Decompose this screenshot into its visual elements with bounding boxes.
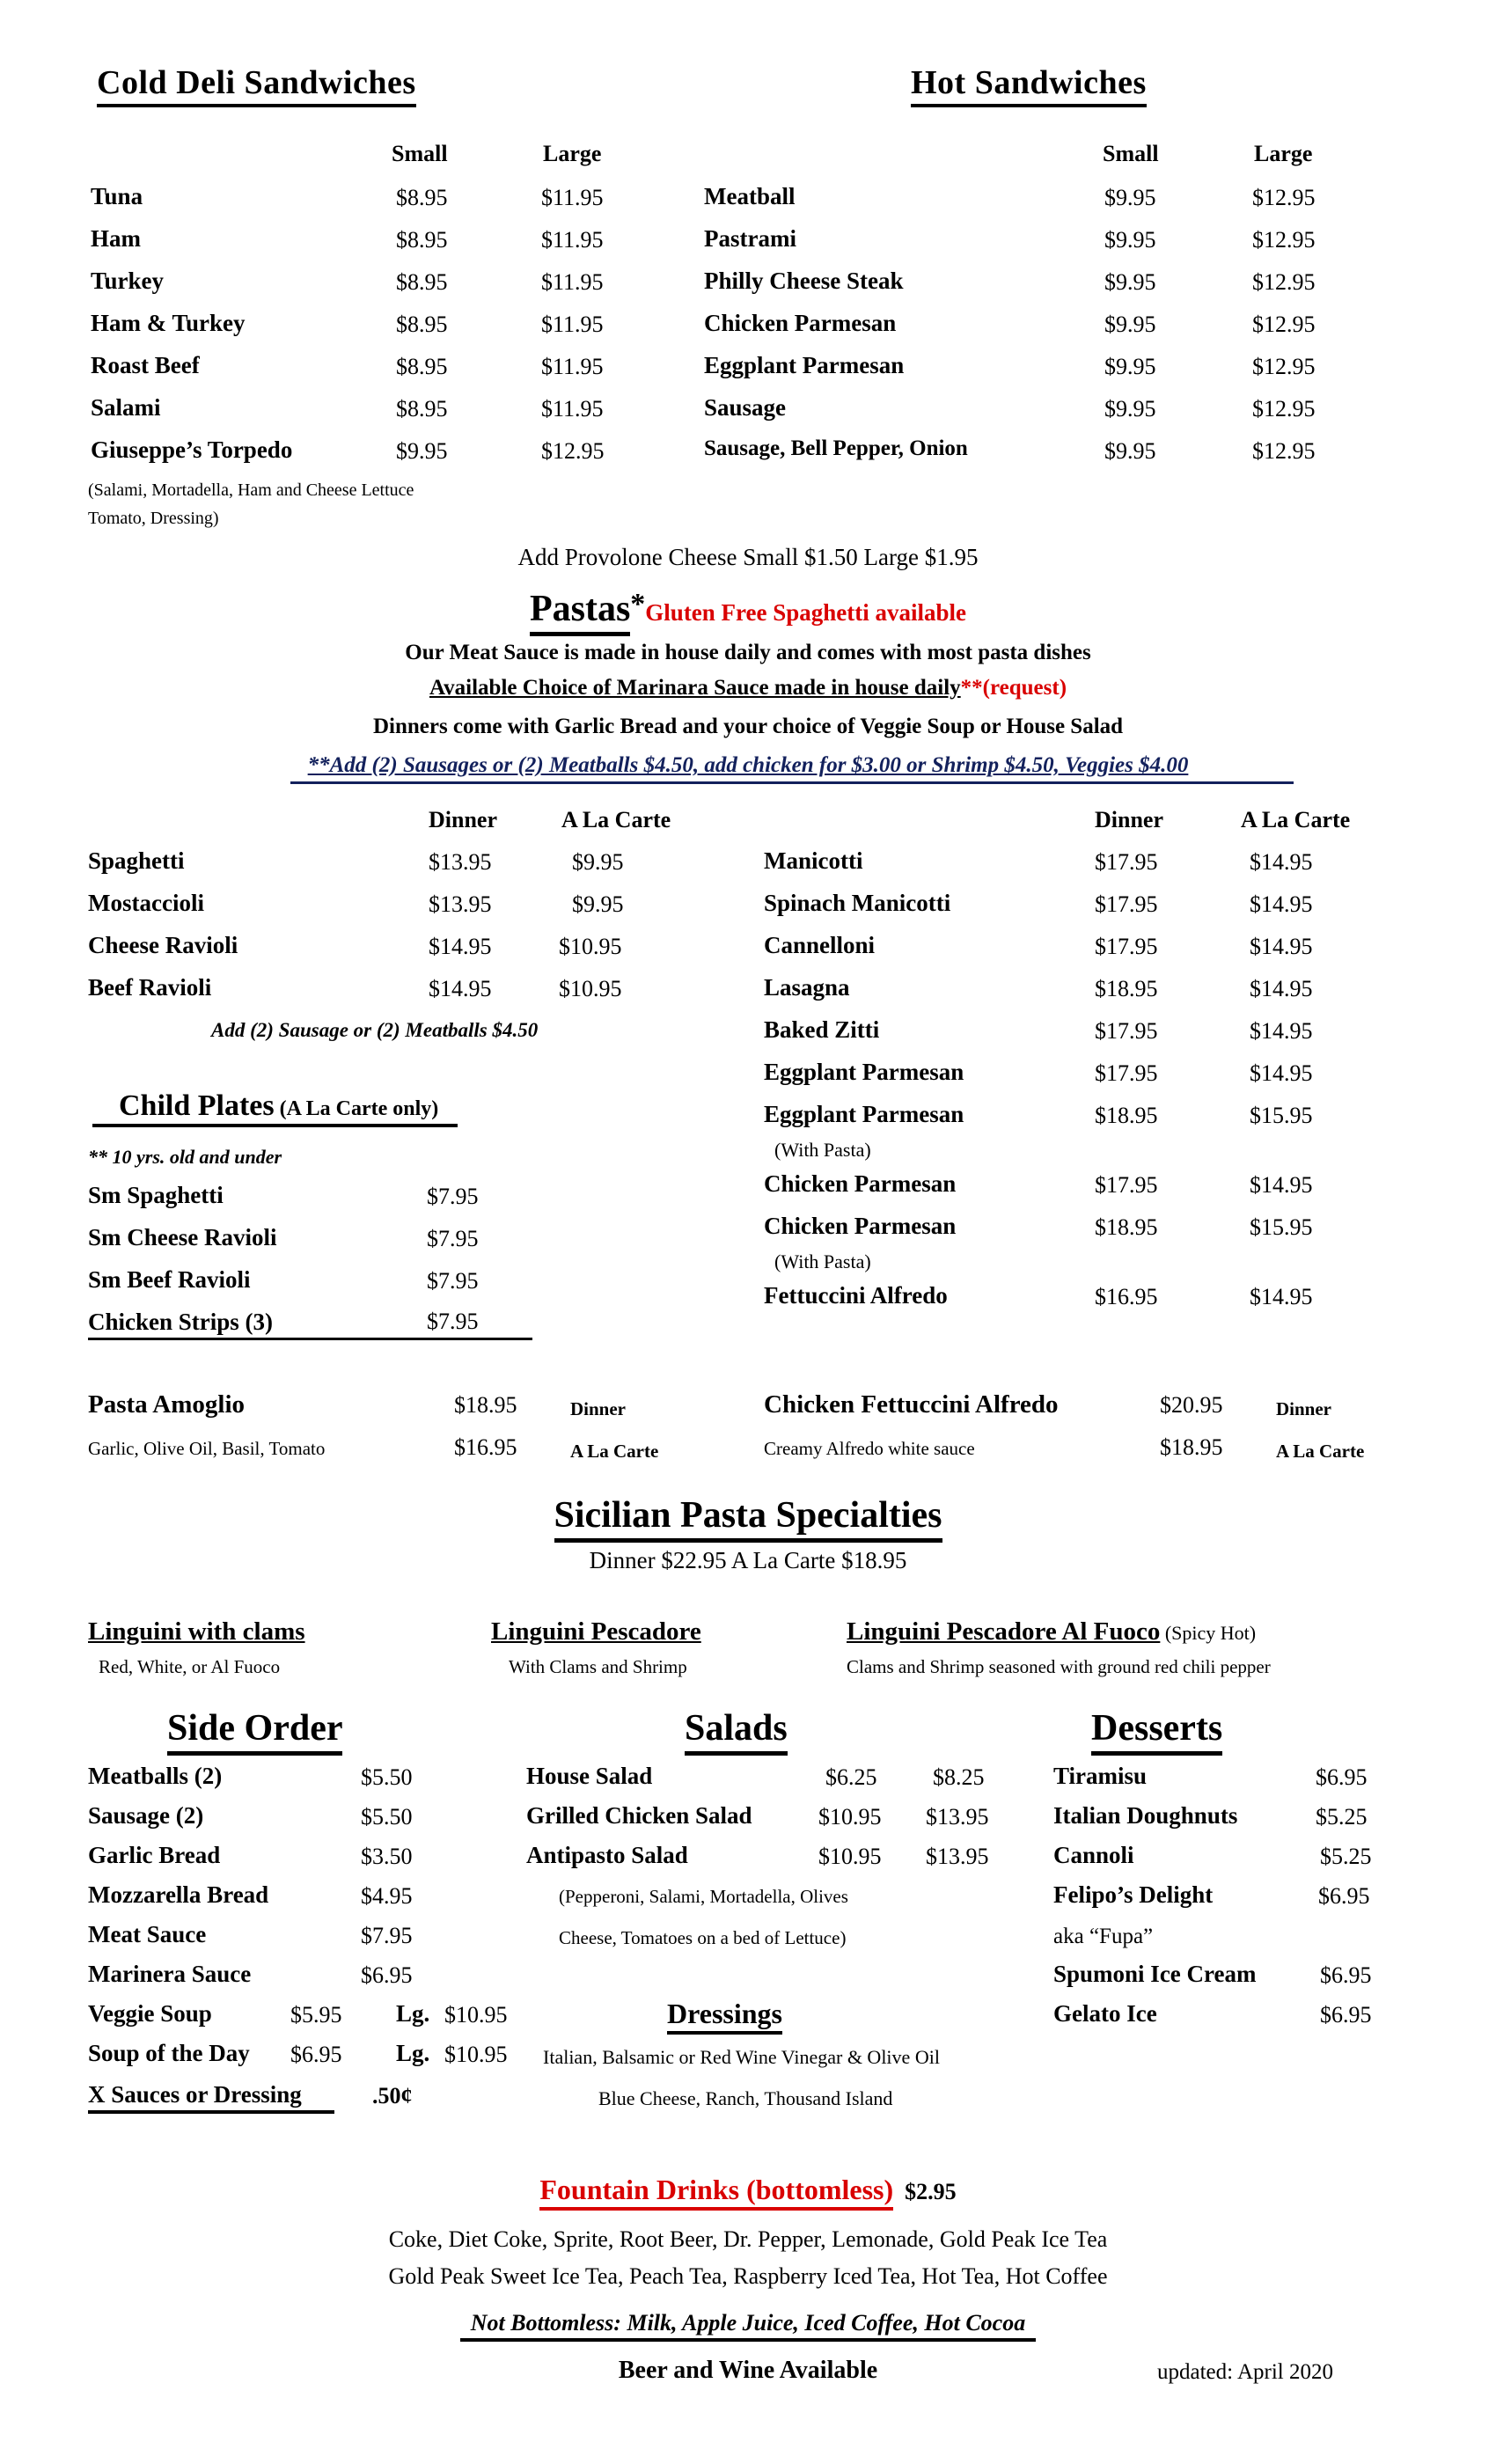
soup-lg-label: Lg. bbox=[396, 2000, 430, 2027]
menu-item-name: Beef Ravioli bbox=[88, 974, 212, 1001]
soup-name: Veggie Soup bbox=[88, 2000, 212, 2027]
menu-item-price: $5.25 bbox=[1316, 1804, 1368, 1830]
menu-item-subnote: aka “Fupa” bbox=[1053, 1925, 1154, 1948]
menu-item-price-alacarte: $14.95 bbox=[1250, 1060, 1313, 1086]
menu-item-price: $6.95 bbox=[1320, 2002, 1372, 2028]
menu-item-price-alacarte: $9.95 bbox=[572, 849, 624, 875]
menu-item-name: Eggplant Parmesan bbox=[764, 1059, 964, 1085]
sicilian-item-suffix: (Spicy Hot) bbox=[1164, 1622, 1257, 1644]
menu-item-name: Pastrami bbox=[704, 225, 796, 252]
menu-item-price-dinner: $17.95 bbox=[1095, 934, 1158, 959]
antipasto-note-line2: Cheese, Tomatoes on a bed of Lettuce) bbox=[559, 1927, 847, 1948]
menu-item-name: Sausage (2) bbox=[88, 1802, 204, 1829]
menu-item-price-2: $13.95 bbox=[926, 1804, 989, 1830]
dressings-title: Dressings bbox=[667, 1998, 782, 2035]
hot-sandwiches-title: Hot Sandwiches bbox=[911, 63, 1147, 107]
menu-item-price-large: $12.95 bbox=[1252, 438, 1316, 464]
menu-item-name: Chicken Parmesan bbox=[764, 1213, 957, 1239]
menu-item-name: Meatballs (2) bbox=[88, 1763, 223, 1789]
marinara-request-note: **(request) bbox=[960, 676, 1067, 700]
pasta-amoglio-desc: Garlic, Olive Oil, Basil, Tomato bbox=[88, 1438, 326, 1459]
soup-lg-label: Lg. bbox=[396, 2040, 430, 2066]
menu-item-name: Turkey bbox=[91, 268, 165, 294]
menu-item-price-dinner: $18.95 bbox=[1095, 976, 1158, 1001]
menu-item-price-dinner: $17.95 bbox=[1095, 891, 1158, 917]
menu-item-price-large: $12.95 bbox=[1252, 227, 1316, 253]
extra-sauce-name: X Sauces or Dressing bbox=[88, 2081, 302, 2108]
pasta-amoglio-alacarte-label: A La Carte bbox=[570, 1441, 659, 1462]
soup-lg-price: $10.95 bbox=[444, 2042, 508, 2067]
menu-item-subnote: (With Pasta) bbox=[774, 1139, 871, 1161]
menu-item-name: Chicken Strips (3) bbox=[88, 1309, 274, 1335]
menu-item-price-small: $9.95 bbox=[1104, 312, 1156, 337]
menu-item-name: Antipasto Salad bbox=[526, 1842, 688, 1868]
cold-deli-heading bbox=[97, 63, 416, 107]
menu-item-name: Garlic Bread bbox=[88, 1842, 221, 1868]
menu-item-price-dinner: $18.95 bbox=[1095, 1103, 1158, 1128]
menu-item-name: Sausage bbox=[704, 394, 787, 421]
pastas-heading-row bbox=[0, 588, 1496, 636]
menu-item-price-dinner: $18.95 bbox=[1095, 1214, 1158, 1240]
menu-item-name: Roast Beef bbox=[91, 352, 200, 378]
menu-item-price-small: $8.95 bbox=[396, 312, 448, 337]
menu-item-name: Mozzarella Bread bbox=[88, 1881, 269, 1908]
torpedo-note-line1: (Salami, Mortadella, Ham and Cheese Lettuce bbox=[88, 480, 414, 500]
gluten-free-note: Gluten Free Spaghetti available bbox=[645, 599, 967, 626]
menu-item-price: $4.95 bbox=[361, 1883, 413, 1909]
extra-sauce-row bbox=[88, 2081, 334, 2114]
sicilian-item bbox=[847, 1617, 1256, 1646]
sicilian-heading bbox=[0, 1494, 1496, 1543]
not-bottomless-row bbox=[0, 2310, 1496, 2342]
menu-item-name: Chicken Parmesan bbox=[704, 310, 897, 336]
menu-item-price-dinner: $14.95 bbox=[429, 976, 492, 1001]
menu-item-name: Spaghetti bbox=[88, 847, 185, 874]
menu-item-price: $7.95 bbox=[361, 1923, 413, 1948]
sicilian-item-desc: Clams and Shrimp seasoned with ground red chili pepper bbox=[847, 1656, 1271, 1677]
menu-item-price-dinner: $13.95 bbox=[429, 891, 492, 917]
drinks-heading-row bbox=[0, 2174, 1496, 2211]
menu-item-name: Grilled Chicken Salad bbox=[526, 1802, 752, 1829]
fountain-drinks-price: $2.95 bbox=[905, 2179, 957, 2204]
menu-item-price-large: $11.95 bbox=[541, 354, 604, 379]
menu-item-price-large: $11.95 bbox=[541, 396, 604, 422]
cold-deli-title: Cold Deli Sandwiches bbox=[97, 63, 416, 107]
menu-item-name: Philly Cheese Steak bbox=[704, 268, 904, 294]
sicilian-item-name: Linguini with clams bbox=[88, 1617, 305, 1646]
menu-item-name: Meatball bbox=[704, 183, 796, 209]
menu-item-price-small: $9.95 bbox=[396, 438, 448, 464]
child-plates-heading bbox=[92, 1089, 458, 1127]
add-provolone-note: Add Provolone Cheese Small $1.50 Large $1.95 bbox=[517, 544, 979, 570]
sicilian-title: Sicilian Pasta Specialties bbox=[554, 1494, 942, 1543]
menu-item-name: Giuseppe’s Torpedo bbox=[91, 436, 293, 463]
menu-item-name: Meat Sauce bbox=[88, 1921, 207, 1947]
menu-item-name: Cheese Ravioli bbox=[88, 932, 238, 958]
menu-item-price-large: $12.95 bbox=[1252, 396, 1316, 422]
cold-deli-col-large: Large bbox=[543, 141, 602, 166]
menu-item-name: Spumoni Ice Cream bbox=[1053, 1961, 1257, 1987]
menu-item-price-dinner: $17.95 bbox=[1095, 1060, 1158, 1086]
menu-item-price-1: $10.95 bbox=[818, 1804, 882, 1830]
pasta-amoglio-dinner-label: Dinner bbox=[570, 1398, 626, 1419]
menu-item-price-large: $11.95 bbox=[541, 312, 604, 337]
menu-item-name: Ham & Turkey bbox=[91, 310, 246, 336]
soup-price: $5.95 bbox=[290, 2002, 342, 2028]
menu-item-price-alacarte: $9.95 bbox=[572, 891, 624, 917]
desserts-heading bbox=[1091, 1707, 1222, 1756]
menu-item-price-small: $9.95 bbox=[1104, 354, 1156, 379]
menu-item-name: Cannelloni bbox=[764, 932, 876, 958]
menu-item-price-2: $8.25 bbox=[933, 1764, 985, 1790]
menu-item-price: $6.95 bbox=[1320, 1962, 1372, 1988]
menu-item-name: Manicotti bbox=[764, 847, 863, 874]
dressings-line2: Blue Cheese, Ranch, Thousand Island bbox=[598, 2087, 893, 2109]
menu-item-price: $7.95 bbox=[427, 1184, 479, 1209]
menu-item-price-dinner: $16.95 bbox=[1095, 1284, 1158, 1309]
updated-date: updated: April 2020 bbox=[1157, 2360, 1333, 2384]
not-bottomless-note: Not Bottomless: Milk, Apple Juice, Iced Coffee, Hot Cocoa bbox=[460, 2310, 1036, 2342]
drinks-line2: Gold Peak Sweet Ice Tea, Peach Tea, Raspberry Iced Tea, Hot Tea, Hot Coffee bbox=[388, 2263, 1108, 2289]
hot-col-small: Small bbox=[1103, 141, 1159, 166]
menu-item-name: Lasagna bbox=[764, 974, 850, 1001]
soup-lg-price: $10.95 bbox=[444, 2002, 508, 2028]
dressings-heading bbox=[667, 1998, 782, 2035]
menu-item-name: Sm Cheese Ravioli bbox=[88, 1224, 277, 1250]
menu-item-price-dinner: $17.95 bbox=[1095, 1018, 1158, 1044]
menu-item-price-large: $12.95 bbox=[1252, 312, 1316, 337]
extra-sauce-price: .50¢ bbox=[372, 2083, 413, 2108]
drinks-line1: Coke, Diet Coke, Sprite, Root Beer, Dr. Pepper, Lemonade, Gold Peak Ice Tea bbox=[388, 2226, 1108, 2252]
menu-item-price: $5.25 bbox=[1320, 1844, 1372, 1869]
menu-item-name: Sausage, Bell Pepper, Onion bbox=[704, 436, 968, 460]
pasta-addons-underline bbox=[290, 781, 1294, 784]
menu-item-price-dinner: $13.95 bbox=[429, 849, 492, 875]
menu-item-name: Sm Spaghetti bbox=[88, 1182, 224, 1208]
menu-item-price-alacarte: $14.95 bbox=[1250, 1172, 1313, 1198]
menu-item-price-small: $8.95 bbox=[396, 396, 448, 422]
child-age-note: ** 10 yrs. old and under bbox=[88, 1146, 282, 1168]
menu-item-price-alacarte: $14.95 bbox=[1250, 849, 1313, 875]
menu-item-price-alacarte: $14.95 bbox=[1250, 891, 1313, 917]
menu-item-name: Italian Doughnuts bbox=[1053, 1802, 1238, 1829]
menu-item-name: Tiramisu bbox=[1053, 1763, 1148, 1789]
menu-item-price-alacarte: $14.95 bbox=[1250, 934, 1313, 959]
dinner-includes-note: Dinners come with Garlic Bread and your choice of Veggie Soup or House Salad bbox=[372, 715, 1124, 738]
beer-wine-note: Beer and Wine Available bbox=[618, 2357, 878, 2384]
pastas-asterisk: * bbox=[630, 588, 646, 620]
hot-col-large: Large bbox=[1254, 141, 1313, 166]
menu-item-price-alacarte: $10.95 bbox=[559, 976, 622, 1001]
menu-item-name: Felipo’s Delight bbox=[1053, 1881, 1214, 1908]
menu-item-price-1: $6.25 bbox=[825, 1764, 877, 1790]
menu-item-name: Marinera Sauce bbox=[88, 1961, 252, 1987]
menu-item-price: $5.50 bbox=[361, 1764, 413, 1790]
menu-item-price-large: $12.95 bbox=[541, 438, 605, 464]
menu-item-price-small: $9.95 bbox=[1104, 227, 1156, 253]
chicken-fettuccini-desc: Creamy Alfredo white sauce bbox=[764, 1438, 975, 1459]
menu-item-price-2: $13.95 bbox=[926, 1844, 989, 1869]
menu-item-price: $7.95 bbox=[427, 1309, 479, 1334]
desserts-title: Desserts bbox=[1091, 1707, 1222, 1756]
child-plates-title: Child Plates bbox=[119, 1089, 275, 1122]
menu-item-price-small: $8.95 bbox=[396, 269, 448, 295]
sicilian-item bbox=[88, 1617, 305, 1646]
cold-deli-col-small: Small bbox=[392, 141, 448, 166]
menu-item-price-small: $9.95 bbox=[1104, 269, 1156, 295]
sicilian-item-name: Linguini Pescadore Al Fuoco bbox=[847, 1617, 1161, 1646]
soup-name: Soup of the Day bbox=[88, 2040, 250, 2066]
sicilian-item-desc: Red, White, or Al Fuoco bbox=[99, 1656, 281, 1677]
menu-item-price-alacarte: $15.95 bbox=[1250, 1214, 1313, 1240]
pasta-left-col-dinner: Dinner bbox=[429, 807, 497, 832]
sicilian-item-desc: With Clams and Shrimp bbox=[509, 1656, 687, 1677]
menu-item-price: $5.50 bbox=[361, 1804, 413, 1830]
menu-item-name: Baked Zitti bbox=[764, 1016, 880, 1043]
menu-item-price-small: $8.95 bbox=[396, 185, 448, 210]
menu-item-price-1: $10.95 bbox=[818, 1844, 882, 1869]
pasta-amoglio-dinner-price: $18.95 bbox=[454, 1392, 517, 1418]
menu-item-price-large: $11.95 bbox=[541, 185, 604, 210]
menu-item-name: Eggplant Parmesan bbox=[704, 352, 905, 378]
soup-price: $6.95 bbox=[290, 2042, 342, 2067]
chicken-fettuccini-dinner-price: $20.95 bbox=[1160, 1392, 1223, 1418]
menu-item-price: $6.95 bbox=[1316, 1764, 1368, 1790]
side-order-heading bbox=[167, 1707, 342, 1756]
menu-item-price-large: $11.95 bbox=[541, 269, 604, 295]
fountain-drinks-title: Fountain Drinks (bottomless) bbox=[539, 2174, 893, 2211]
menu-item-price-alacarte: $10.95 bbox=[559, 934, 622, 959]
side-order-title: Side Order bbox=[167, 1707, 342, 1756]
pasta-left-col-alacarte: A La Carte bbox=[561, 807, 671, 832]
menu-item-name: House Salad bbox=[526, 1763, 653, 1789]
sicilian-pricing: Dinner $22.95 A La Carte $18.95 bbox=[589, 1547, 907, 1573]
chicken-fettuccini-alacarte-price: $18.95 bbox=[1160, 1434, 1223, 1460]
child-plates-subtitle: (A La Carte only) bbox=[279, 1097, 439, 1120]
antipasto-note-line1: (Pepperoni, Salami, Mortadella, Olives bbox=[559, 1886, 848, 1907]
menu-item-price-small: $9.95 bbox=[1104, 438, 1156, 464]
salads-title: Salads bbox=[685, 1707, 788, 1756]
torpedo-note-line2: Tomato, Dressing) bbox=[88, 509, 219, 528]
menu-item-price: $6.95 bbox=[1318, 1883, 1370, 1909]
menu-item-price-alacarte: $15.95 bbox=[1250, 1103, 1313, 1128]
menu-item-price-dinner: $17.95 bbox=[1095, 1172, 1158, 1198]
menu-item-price-dinner: $14.95 bbox=[429, 934, 492, 959]
menu-item-name: Fettuccini Alfredo bbox=[764, 1282, 948, 1309]
menu-item-price-alacarte: $14.95 bbox=[1250, 1018, 1313, 1044]
menu-item-price-alacarte: $14.95 bbox=[1250, 976, 1313, 1001]
menu-item-name: Gelato Ice bbox=[1053, 2000, 1157, 2027]
menu-item-price-large: $12.95 bbox=[1252, 185, 1316, 210]
salads-heading bbox=[685, 1707, 788, 1756]
menu-item-price-dinner: $17.95 bbox=[1095, 849, 1158, 875]
menu-item-name: Tuna bbox=[91, 183, 143, 209]
menu-item-price: $3.50 bbox=[361, 1844, 413, 1869]
menu-item-name: Salami bbox=[91, 394, 161, 421]
menu-item-subnote: (With Pasta) bbox=[774, 1250, 871, 1272]
menu-item-name: Eggplant Parmesan bbox=[764, 1101, 964, 1127]
marinara-note-row bbox=[0, 676, 1496, 700]
menu-item-price-small: $9.95 bbox=[1104, 396, 1156, 422]
menu-item-name: Mostaccioli bbox=[88, 890, 204, 916]
marinara-note: Available Choice of Marinara Sauce made in house daily bbox=[429, 676, 961, 700]
menu-item-price-small: $8.95 bbox=[396, 354, 448, 379]
menu-item-name: Ham bbox=[91, 225, 141, 252]
pasta-right-col-alacarte: A La Carte bbox=[1241, 807, 1351, 832]
chicken-fettuccini-name: Chicken Fettuccini Alfredo bbox=[764, 1390, 1059, 1419]
menu-item-price: $6.95 bbox=[361, 1962, 413, 1988]
sicilian-item bbox=[491, 1617, 701, 1646]
chicken-fettuccini-alacarte-label: A La Carte bbox=[1276, 1441, 1365, 1462]
menu-item-price: $7.95 bbox=[427, 1268, 479, 1294]
pasta-amoglio-name: Pasta Amoglio bbox=[88, 1390, 246, 1419]
menu-item-price-small: $8.95 bbox=[396, 227, 448, 253]
menu-item-price: $7.95 bbox=[427, 1226, 479, 1251]
pasta-addons-note: **Add (2) Sausages or (2) Meatballs $4.50, add chicken for $3.00 or Shrimp $4.50, Veggies $4.00 bbox=[307, 753, 1189, 777]
menu-item-name: Sm Beef Ravioli bbox=[88, 1266, 251, 1293]
menu-item-price-small: $9.95 bbox=[1104, 185, 1156, 210]
child-last-row bbox=[88, 1309, 532, 1340]
menu-item-price-large: $11.95 bbox=[541, 227, 604, 253]
pastas-title: Pastas bbox=[530, 588, 630, 636]
menu-item-price-large: $12.95 bbox=[1252, 269, 1316, 295]
menu-item-price-alacarte: $14.95 bbox=[1250, 1284, 1313, 1309]
sicilian-item-name: Linguini Pescadore bbox=[491, 1617, 701, 1646]
menu-item-price-large: $12.95 bbox=[1252, 354, 1316, 379]
menu-item-name: Chicken Parmesan bbox=[764, 1170, 957, 1197]
pasta-left-add-note: Add (2) Sausage or (2) Meatballs $4.50 bbox=[211, 1019, 539, 1041]
pasta-right-col-dinner: Dinner bbox=[1095, 807, 1163, 832]
menu-item-name: Cannoli bbox=[1053, 1842, 1134, 1868]
hot-sandwiches-heading bbox=[911, 63, 1147, 107]
meat-sauce-note: Our Meat Sauce is made in house daily and comes with most pasta dishes bbox=[405, 641, 1091, 664]
dressings-line1: Italian, Balsamic or Red Wine Vinegar & Olive Oil bbox=[543, 2046, 940, 2068]
menu-item-name: Spinach Manicotti bbox=[764, 890, 951, 916]
pasta-amoglio-alacarte-price: $16.95 bbox=[454, 1434, 517, 1460]
chicken-fettuccini-dinner-label: Dinner bbox=[1276, 1398, 1331, 1419]
